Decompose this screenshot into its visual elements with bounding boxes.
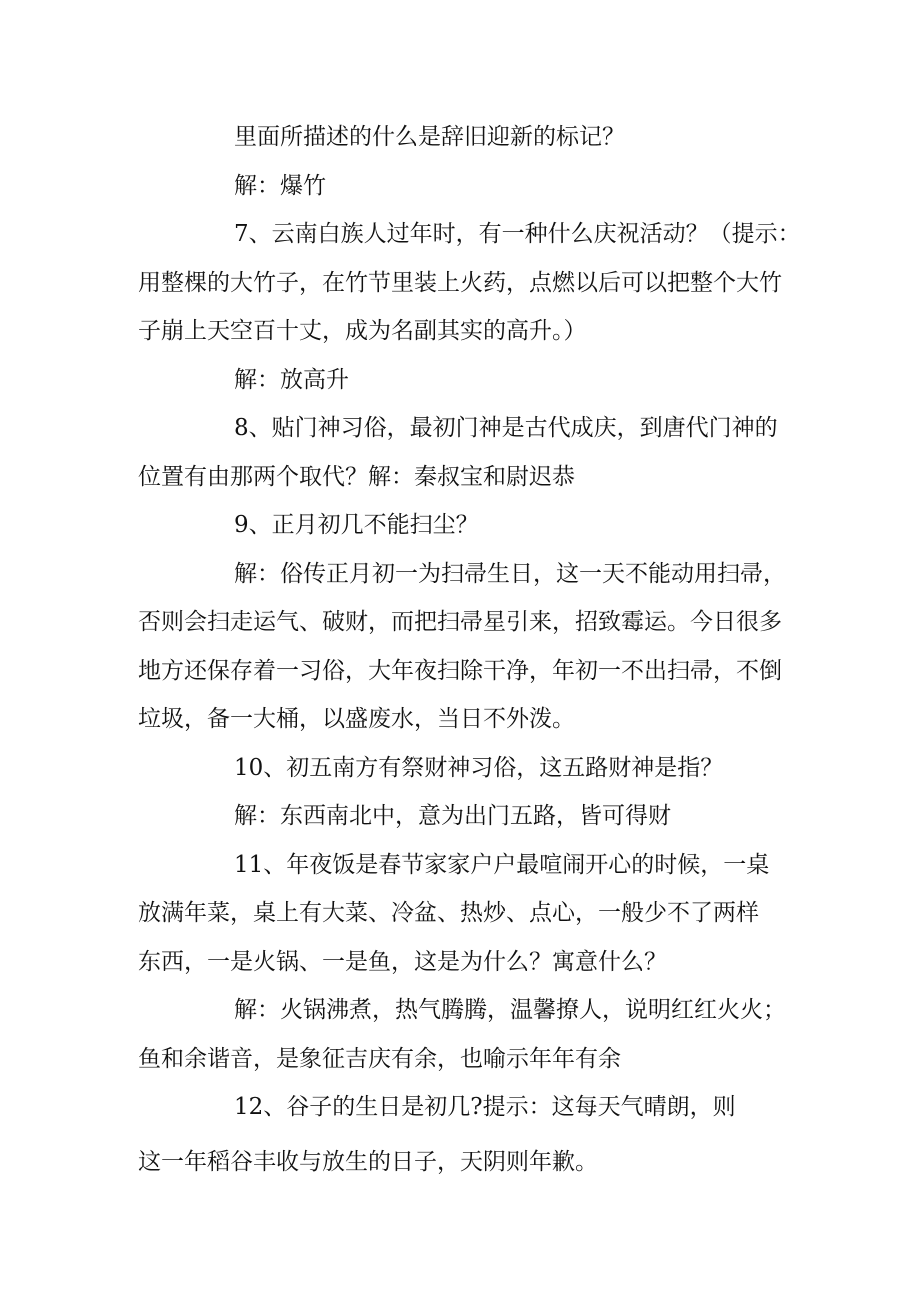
paragraph [138,744,788,793]
text-line: 子崩上天空百十丈，成为名副其实的高升。） [138,318,587,344]
text-line: 解：放高升 [234,366,349,393]
text-line: 里面所描述的什么是辞旧迎新的标记？ [234,124,625,150]
text-line: 解：爆竹 [234,172,326,199]
text-line: 解：火锅沸煮，热气腾腾，温馨撩人，说明红红火火； [234,997,786,1023]
paragraph [138,841,788,987]
paragraph [138,113,788,162]
text-line: 12、谷子的生日是初几?提示：这每天气晴朗，则 [234,1094,736,1120]
text-line: 鱼和余谐音，是象征吉庆有余，也喻示年年有余 [138,1045,621,1072]
paragraph [138,986,788,1083]
text-line: 8、贴门神习俗，最初门神是古代成庆，到唐代门神的 [234,415,778,441]
paragraph [138,1083,788,1132]
paragraph [138,404,788,501]
text-line: 位置有由那两个取代？解：秦叔宝和尉迟恭 [138,463,575,490]
paragraph [138,1138,788,1187]
paragraph [138,550,788,744]
paragraph [138,356,788,405]
text-line: 10、初五南方有祭财神习俗，这五路财神是指？ [234,754,724,781]
text-line: 这一年稻谷丰收与放生的日子，天阴则年歉。 [138,1148,598,1175]
text-line: 东西，一是火锅、一是鱼，这是为什么？寓意什么？ [138,948,667,975]
text-line: 用整棵的大竹子，在竹节里装上火药，点燃以后可以把整个大竹 [138,269,782,296]
paragraph [138,210,801,356]
document-body [138,113,801,1186]
text-line: 放满年菜，桌上有大菜、冷盆、热炒、点心，一般少不了两样 [138,900,759,926]
text-line: 解：俗传正月初一为扫帚生日，这一天不能动用扫帚， [234,560,786,587]
paragraph [138,501,788,550]
paragraph [138,162,788,211]
text-line: 垃圾，备一大桶，以盛废水，当日不外泼。 [138,706,575,732]
text-line: 7、云南白族人过年时，有一种什么庆祝活动？（提示： [234,221,801,247]
text-line: 解：东西南北中，意为出门五路，皆可得财 [234,803,671,829]
paragraph [138,792,788,841]
text-line: 9、正月初几不能扫尘？ [234,512,479,538]
text-line: 地方还保存着一习俗，大年夜扫除干净，年初一不出扫帚，不倒 [138,657,782,684]
text-line: 11、年夜饭是春节家家户户最喧闹开心的时候，一桌 [234,851,770,878]
text-line: 否则会扫走运气、破财，而把扫帚星引来，招致霉运。今日很多 [138,609,782,635]
